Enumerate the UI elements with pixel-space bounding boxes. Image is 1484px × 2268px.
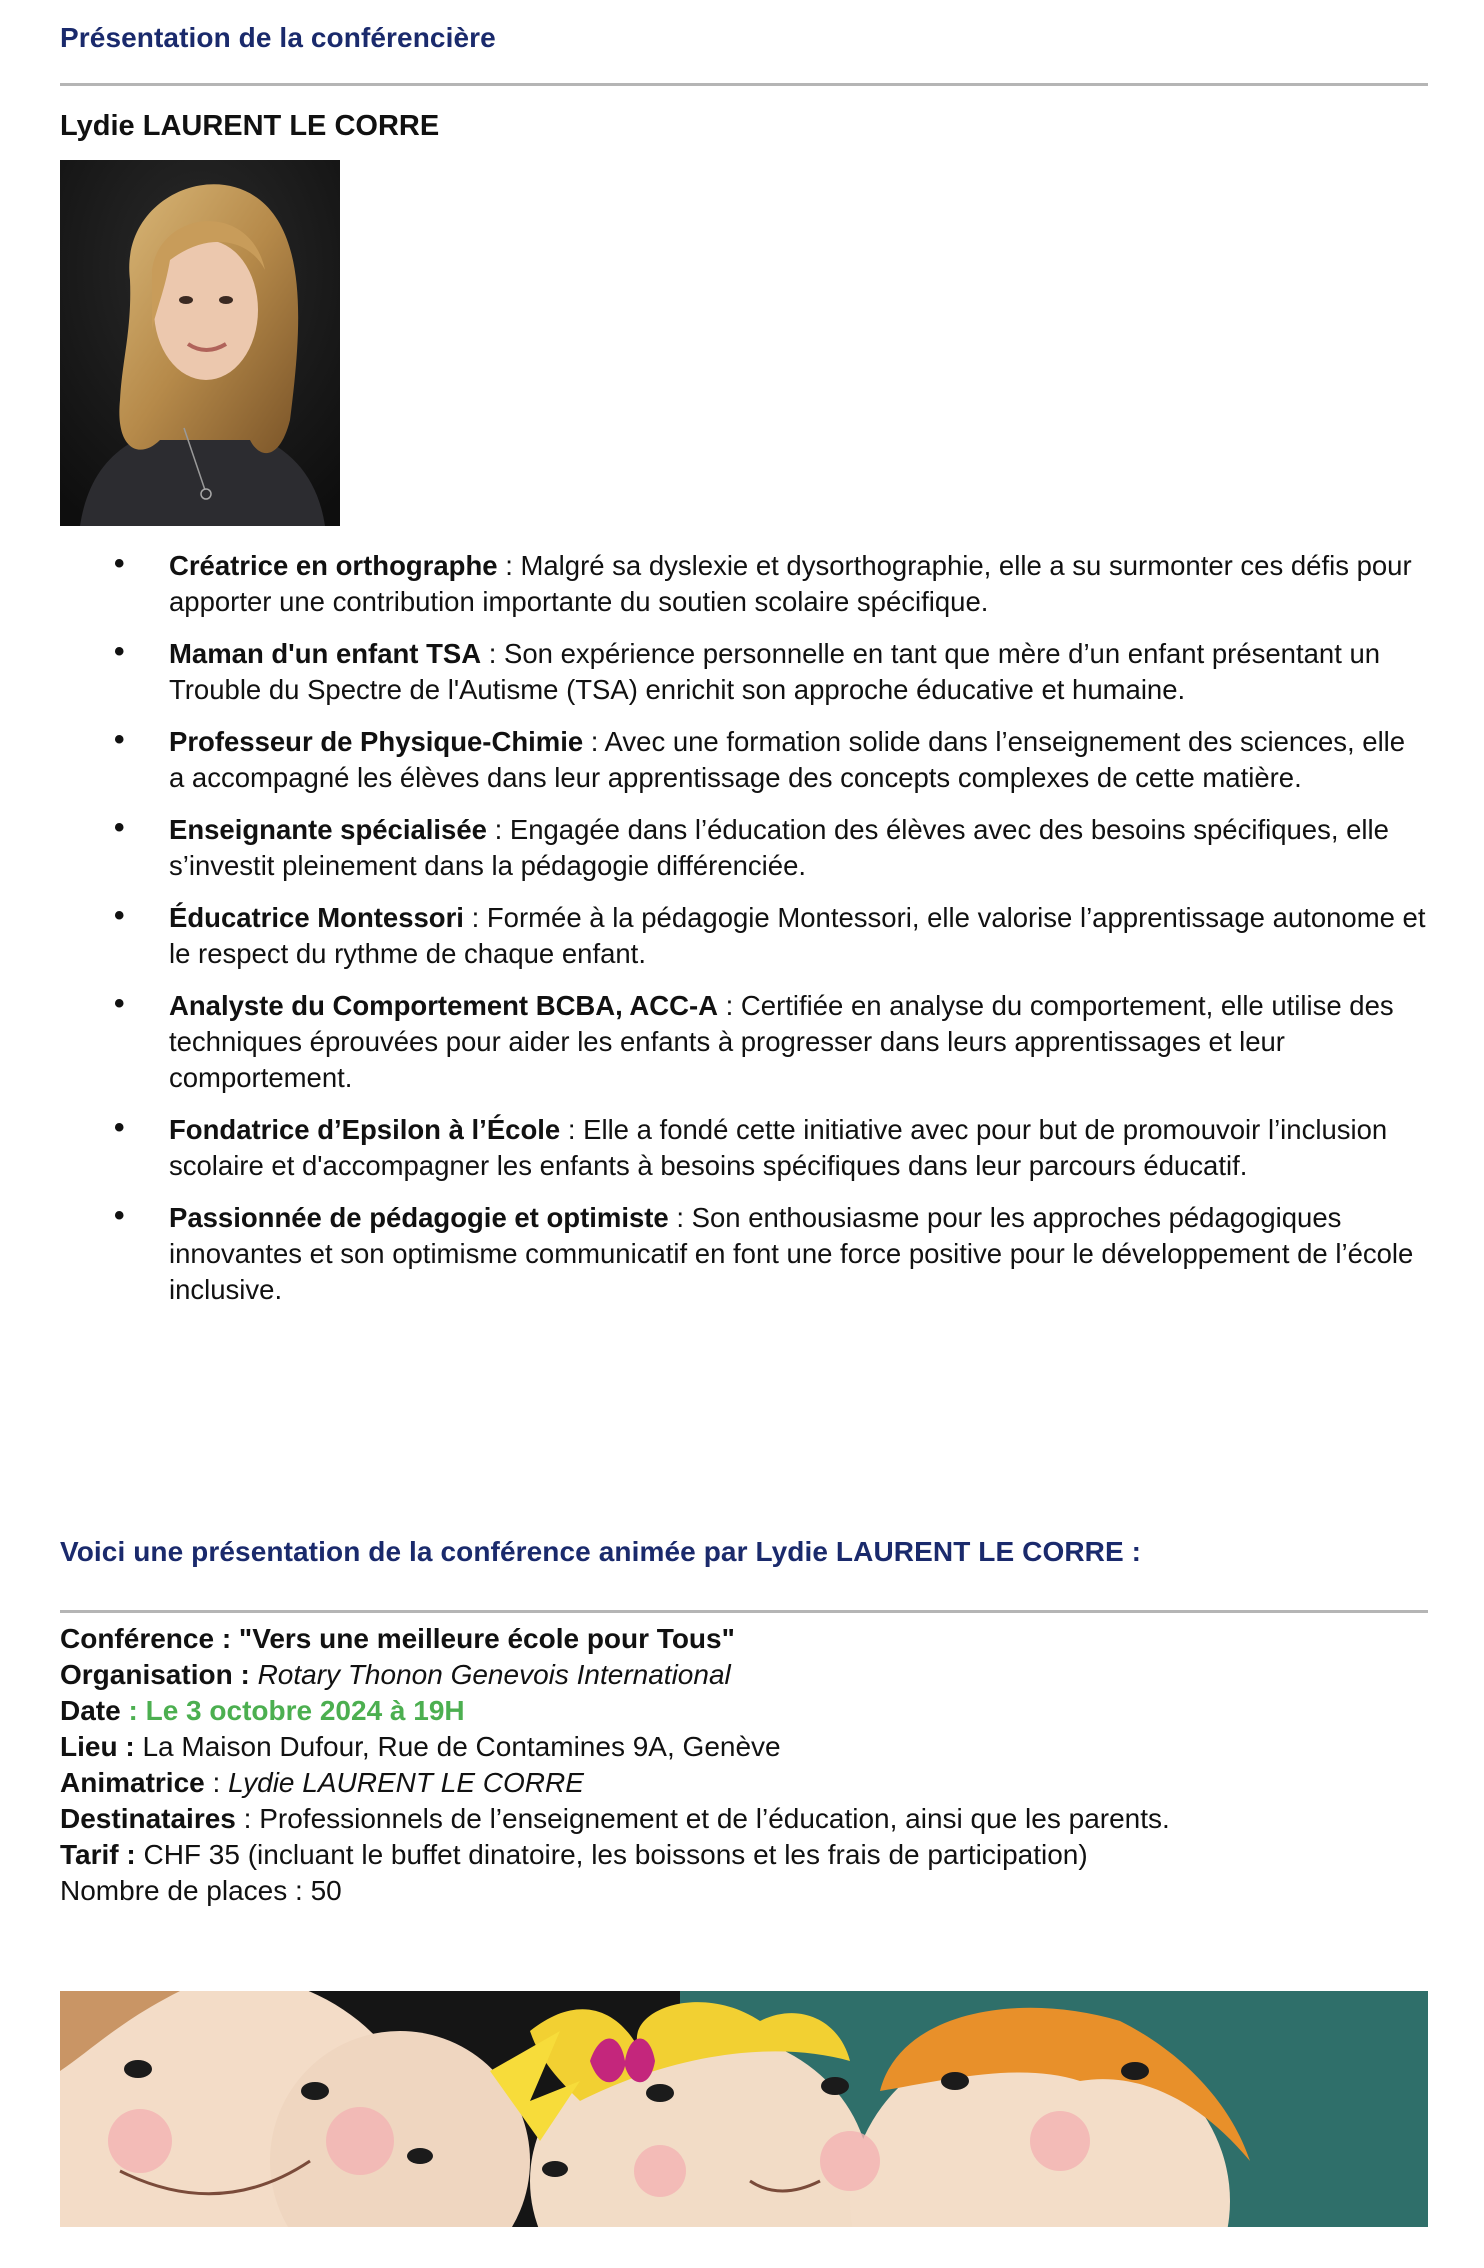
tarif-label: Tarif : bbox=[60, 1839, 144, 1870]
date-label: Date bbox=[60, 1695, 121, 1726]
places-row: Nombre de places : 50 bbox=[60, 1875, 342, 1906]
bullet-icon: • bbox=[114, 1199, 125, 1232]
lieu-label: Lieu : bbox=[60, 1731, 143, 1762]
destinataires-row bbox=[60, 1801, 1428, 1837]
animatrice-row bbox=[60, 1765, 1428, 1801]
lieu-row bbox=[60, 1729, 1428, 1765]
list-item-text: : Engagée dans l’éducation des élèves avec des besoins spécifiques, elle s’investit pleinement dans la pédagogie différenciée. bbox=[169, 814, 1389, 881]
bullet-icon: • bbox=[114, 1111, 125, 1144]
organisation-label: Organisation : bbox=[60, 1659, 258, 1690]
list-item bbox=[60, 636, 1428, 708]
tarif-value: CHF 35 (incluant le buffet dinatoire, les boissons et les frais de participation) bbox=[143, 1839, 1088, 1870]
list-item-title: Éducatrice Montessori bbox=[169, 902, 464, 933]
list-item bbox=[60, 1200, 1428, 1308]
list-item-title: Analyste du Comportement BCBA, ACC-A bbox=[169, 990, 719, 1021]
tarif-row bbox=[60, 1837, 1428, 1873]
date-row bbox=[60, 1693, 1428, 1729]
speaker-name: Lydie LAURENT LE CORRE bbox=[60, 110, 440, 142]
list-item-text: : Son enthousiasme pour les approches pédagogiques innovantes et son optimisme communicatif en font une force positive pour le développement de l’école inclusive. bbox=[169, 1202, 1414, 1305]
list-item bbox=[60, 724, 1428, 796]
list-item-title: Professeur de Physique-Chimie bbox=[169, 726, 584, 757]
list-item bbox=[60, 548, 1428, 620]
list-item bbox=[60, 812, 1428, 884]
divider bbox=[60, 1610, 1428, 1613]
children-illustration-banner bbox=[60, 1991, 1428, 2227]
list-item-text: : Son expérience personnelle en tant que mère d’un enfant présentant un Trouble du Spectre de l'Autisme (TSA) enrichit son approche éducative et humaine. bbox=[169, 638, 1381, 705]
conference-section-heading: Voici une présentation de la conférence animée par Lydie LAURENT LE CORRE : bbox=[60, 1536, 1142, 1567]
conference-details bbox=[60, 1621, 1428, 1909]
animatrice-label: Animatrice bbox=[60, 1767, 205, 1798]
organisation-value: Rotary Thonon Genevois International bbox=[257, 1659, 731, 1690]
list-item-title: Enseignante spécialisée bbox=[169, 814, 487, 845]
list-item-text: : Avec une formation solide dans l’enseignement des sciences, elle a accompagné les élèves dans leur apprentissage des concepts complexes de cette matière. bbox=[169, 726, 1406, 793]
list-item-title: Créatrice en orthographe bbox=[169, 550, 498, 581]
conference-title-row bbox=[60, 1621, 1428, 1657]
list-item-text: : Malgré sa dyslexie et dysorthographie, elle a su surmonter ces défis pour apporter une contribution importante du soutien scolaire spécifique. bbox=[169, 550, 1412, 617]
bullet-icon: • bbox=[114, 987, 125, 1020]
lieu-value: La Maison Dufour, Rue de Contamines 9A, Genève bbox=[142, 1731, 781, 1762]
date-value: : Le 3 octobre 2024 à 19H bbox=[120, 1695, 465, 1726]
bullet-icon: • bbox=[114, 899, 125, 932]
list-item-text: : Formée à la pédagogie Montessori, elle valorise l’apprentissage autonome et le respect du rythme de chaque enfant. bbox=[169, 902, 1426, 969]
bullet-icon: • bbox=[114, 811, 125, 844]
destinataires-value: : Professionnels de l’enseignement et de l’éducation, ainsi que les parents. bbox=[235, 1803, 1170, 1834]
bullet-icon: • bbox=[114, 723, 125, 756]
list-item-title: Passionnée de pédagogie et optimiste bbox=[169, 1202, 669, 1233]
speaker-section-heading: Présentation de la conférencière bbox=[60, 22, 496, 53]
animatrice-separator: : bbox=[204, 1767, 229, 1798]
list-item bbox=[60, 988, 1428, 1096]
animatrice-value: Lydie LAURENT LE CORRE bbox=[228, 1767, 584, 1798]
bullet-icon: • bbox=[114, 547, 125, 580]
bullet-icon: • bbox=[114, 635, 125, 668]
list-item-title: Fondatrice d’Epsilon à l’École bbox=[169, 1114, 561, 1145]
list-item bbox=[60, 900, 1428, 972]
speaker-portrait bbox=[60, 160, 340, 526]
destinataires-label: Destinataires bbox=[60, 1803, 236, 1834]
conference-title: Conférence : "Vers une meilleure école pour Tous" bbox=[60, 1623, 735, 1654]
divider bbox=[60, 83, 1428, 86]
list-item bbox=[60, 1112, 1428, 1184]
list-item-title: Maman d'un enfant TSA bbox=[169, 638, 482, 669]
qualifications-list bbox=[60, 548, 1428, 1324]
list-item-text: : Elle a fondé cette initiative avec pour but de promouvoir l’inclusion scolaire et d'accompagner les enfants à besoins spécifiques dans leur parcours éducatif. bbox=[169, 1114, 1388, 1181]
organisation-row bbox=[60, 1657, 1428, 1693]
list-item-text: : Certifiée en analyse du comportement, elle utilise des techniques éprouvées pour aider les enfants à progresser dans leurs apprentissages et leur comportement. bbox=[169, 990, 1394, 1093]
